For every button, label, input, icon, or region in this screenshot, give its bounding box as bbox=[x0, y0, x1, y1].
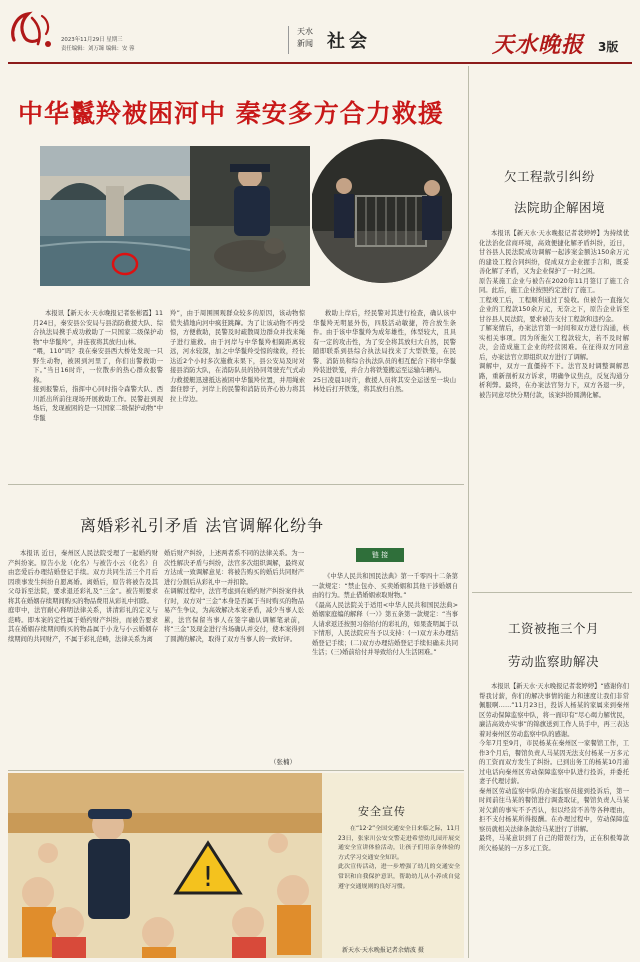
right1-head2: 法院助企解困境 bbox=[514, 200, 606, 215]
lead-col-2-text: 羚”，由于周围围观群众较多的原因，该动物惊慌失措地向河中疯狂跳蹿。为了让该动物不再受惊，方便救助，民警及时疏散周边群众并找来绳子进行施救。由于河岸与中华鬣羚相隔距离较远，河水较深，加之中华鬣羚受惊的缘故，经长达近2个小时多次施救未果下，县公安局及时对接县消防大队，在消防队员的协同驾驶充气式动力救援艇迅速抵达被困中华鬣羚位置，并用绳索套住脖子，河岸上的民警和消防员齐心协力将其拉上岸边。 bbox=[170, 310, 305, 403]
lead-col-1 bbox=[33, 309, 163, 477]
safety-caption bbox=[322, 773, 464, 958]
right1-head1: 欠工程款引纠纷 bbox=[504, 169, 596, 184]
lead-col-3-text: 救助上岸后，经民警对其进行检查，确认该中华鬣羚无明显外伤，四肢活动敏捷，符合放生条件。由于该中华鬣羚为成年雄性，体型较大，且具有一定的攻击性，为了安全将其放归大自然，民警随即联系到县综合执法局找来了大型铁笼，在民警、消防员和综合执法队员的相互配合下将中华鬣羚装进铁笼，并合力将铁笼搬运至运输车辆内。 25日凌晨1时许，救援人员将其安全运送至一块山林处后打开铁笼，将其放归自然。 bbox=[313, 310, 456, 393]
right1-body-text: 本报讯【新天水·天水晚报记者裴婷婷】为持续优化法治化营商环境，高效便捷化解矛盾纠纷，近日，甘谷县人民法院成功调解一起涉案金额达150余万元的建设工程合同纠纷，促成双方企业握手言和，既妥善化解了矛盾，又为企业保护了一时之困。 原告某施工企业与被告在2020年11月签订了施工合同。此后，施工企业按照约定进行了施工。 工程竣工后，工程顺利通过了验收。但被告一直拖欠企业的工程款150余万元，无奈之下，原告企业诉至甘谷县人民法院，要求被告支付工程款和违约金。 了解案情后，办案法官第一时间和双方进行沟通，核实相关事项。因为所拖欠工程款较大，若不及时解决，会造成施工企业的经营困难。在征得双方同意后，办案法官立即组织双方进行了调解。 调解中，双方一直僵持不下。法官及时调整调解思路，重新剖析双方诉求，明确争议焦点，反复沟通分析利弊。最终，在办案法官努力下，双方各退一步，被告同意尽快分期付款，该案纠纷圆满化解。 bbox=[479, 230, 629, 399]
divorce-author: （张楠） bbox=[270, 758, 296, 766]
right2-body bbox=[479, 682, 629, 958]
editor-credits: 责任编辑：刘万臻 编辑：安 蓉 bbox=[61, 46, 135, 52]
section-title: 社会 bbox=[327, 31, 371, 52]
masthead-rule bbox=[8, 62, 632, 64]
page-number: 3版 bbox=[598, 40, 619, 54]
issue-date: 2023年11月29日 星期三 bbox=[61, 37, 123, 43]
cage-photo bbox=[312, 136, 452, 286]
section-tag bbox=[288, 26, 389, 54]
lead-headline: 中华鬣羚被困河中 秦安多方合力救援 bbox=[18, 99, 444, 128]
right2-head1: 工资被拖三个月 bbox=[508, 621, 600, 636]
divorce-col-2-text: 婚后财产纠纷，上述两者系不同的法律关系。为一次性解决矛盾与纠纷，法官多次组织调解，最终双方达成一致调解意见：将被告购买的婚后共同财产进行分割后从彩礼中一并扣除。 在调解过程中，法官考虑到在婚约财产纠纷案件执行时，双方对“三金”本身是否属于当时购买的物品易产生争议，为高效解决本案矛盾，减少当事人讼累，法官保留当事人在签字确认调解笔录前，将“三金”及现金进行当场确认并交付，使本案得到了圆满的解决，取得了双方当事人的一致好评。 bbox=[164, 550, 304, 643]
right2-body-text: 本报讯【新天水·天水晚报记者裴婷婷】“感谢你们帮我讨薪，你们的解决事情的能力和速度让我们非常佩服啊……”11月23日，投诉人杨某的家属来到秦州区劳动保障监察中队，将一面印有“尽心竭力解忧民，廉洁高效办实事”的锦旗送到工作人员手中，再三表达着对秦州区劳动监察中队的感谢。 今年7月至9月，市民杨某在秦州区一家餐馆工作，工作3个月后，餐馆负责人马某因无法支付杨某一万多元的工资而双方发生了纠纷。已到出务工的杨某10月通过电话向秦州区劳动保障监察中队进行投诉，并委托妻子代理讨薪。 秦州区劳动监察中队的办案监察员接到投诉后，第一时间前往马某的餐馆进行调查取证，餐馆负责人马某对欠薪的事实不予否认，但以经营不善等各种理由，拒不支付杨某所得报酬。在办理过程中，劳动保障监察员就相关法律条款给马某进行了讲解。 最终，马某意识到了自己的错误行为，正在积极筹款所欠杨某的一万多元工资。 bbox=[479, 683, 629, 852]
svg-text:!: ! bbox=[202, 860, 214, 893]
link-body bbox=[312, 572, 458, 760]
section-small-2: 新闻 bbox=[297, 39, 313, 48]
lead-col-2 bbox=[170, 309, 305, 477]
right-mid-rule bbox=[472, 592, 632, 593]
link-label: 链 接 bbox=[356, 548, 404, 562]
safety-title: 安全宣传 bbox=[358, 805, 406, 818]
divorce-col-1 bbox=[8, 549, 158, 763]
river-bridge-photo bbox=[40, 146, 190, 286]
cage-photo-frame bbox=[312, 136, 452, 286]
lead-col-1-text: 本报讯【新天水·天水晚报记者张彬霞】11月24日，秦安县公安局与县消防救援大队、综合执法局携手成功救助了一只国家二级保护动物“中华鬣羚”，并连夜将其放归山林。 “喂，110”吗？我在秦安县西大桥处发现一只野生动物，被困到河里了，你们出警救助一下。”当日16时许，一位散步的热心群众报警称。 接到报警后，指挥中心同时指令森警大队、西川派出所前往现场开展救助工作。民警赶到现场后，发现被困的是一只国家二级保护动物“中华鬣 bbox=[33, 310, 163, 422]
lead-bottom-rule bbox=[8, 484, 464, 485]
safety-credit: 新天水·天水晚报记者余婧波 摄 bbox=[342, 947, 424, 954]
link-box bbox=[308, 548, 460, 760]
masthead bbox=[0, 0, 640, 62]
divorce-col-2 bbox=[164, 549, 304, 739]
right1-body bbox=[479, 229, 629, 589]
paper-logo-icon bbox=[8, 10, 54, 52]
safety-body-text: 在“12·2”全国交通安全日来临之际，11月23日，张家川公安交警走进希望幼儿园开展交通安全宣讲体验活动，让孩子们用亲身体验的方式学习交通安全知识。 此次宣传活动，进一步增强了幼儿的交通安全常识和自我保护意识，帮助幼儿从小养成自觉遵守交通规则的良好习惯。 bbox=[338, 826, 460, 890]
safety-body bbox=[338, 825, 460, 943]
divorce-headline: 离婚彩礼引矛盾 法官调解化纷争 bbox=[80, 516, 325, 535]
right-column-divider bbox=[468, 66, 469, 958]
section-small-1: 天水 bbox=[297, 27, 313, 36]
paper-name: 天水晚报 bbox=[492, 32, 585, 58]
right2-head2: 劳动监察助解决 bbox=[508, 654, 600, 669]
link-body-text: 《中华人民共和国民法典》第一千零四十二条第一款规定：“禁止包办、买卖婚姻和其他干涉婚姻自由的行为。禁止借婚姻索取财物。” 《最高人民法院关于适用<中华人民共和国民法典>婚姻家庭编的解释（一）》第五条第一款规定：“当事人请求返还按照习俗给付的彩礼的，如果查明属于以下情形，人民法院应当予以支持：(一)双方未办理结婚登记手续；(二)双方办理结婚登记手续但确未共同生活；(三)婚前给付并导致给付人生活困难。” bbox=[312, 573, 458, 656]
divorce-col-1-text: 本报讯 近日，秦州区人民法院受理了一起婚约财产纠纷案。原告小龙（化名）与被告小云（化名）自由恋爱后办理结婚登记手续。双方共同生活三个月后因琐事发生纠纷自愿离婚。离婚后，原告将被告及其父母诉至法院，要求退还彩礼及“三金”。被告则要求将其在婚姻存续期间购买的物品费用从彩礼中扣除。 庭审中，法官耐心释明法律关系，讲清彩礼的定义与范畴。即本案的定性属于婚约财产纠纷，而被告要求其在婚姻存续期间购买的物品属于小龙与小云婚姻存续期间的共同财产，不属于彩礼范畴，法律关系为离 bbox=[8, 550, 158, 643]
officer-animal-photo bbox=[190, 146, 310, 286]
lead-col-3 bbox=[313, 309, 456, 477]
kindergarten-photo bbox=[8, 773, 322, 958]
divorce-bottom-rule bbox=[8, 770, 464, 771]
